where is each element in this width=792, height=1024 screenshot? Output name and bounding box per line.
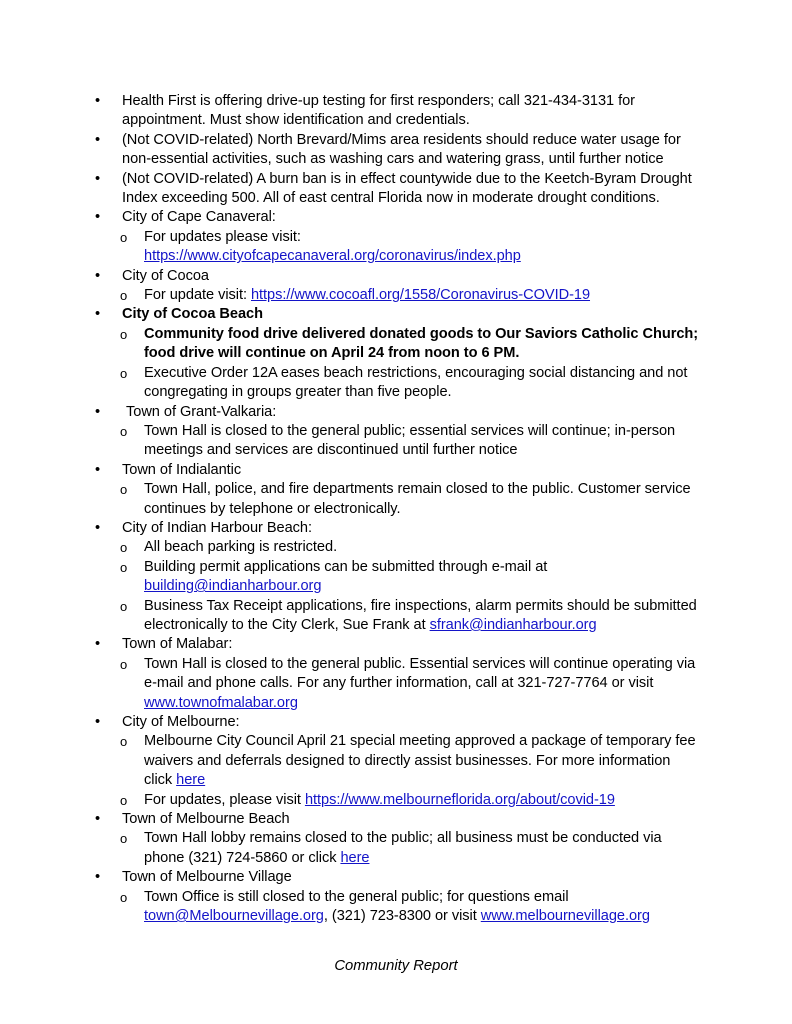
circle-bullet-icon: o [120,229,128,245]
list-item-cocoa [90,267,702,286]
circle-bullet-icon: o [120,831,128,847]
disc-bullet-icon: • [95,209,101,226]
bulleted-report-list [90,92,702,926]
sub-list-cocoa-beach [90,325,702,403]
text-run: Community food drive delivered donated goods to Our Saviors Catholic Church; food drive will continue on April 24 from noon to 6 PM. [144,325,699,362]
sub-list-item-text [144,558,702,597]
hyperlink[interactable]: building@indianharbour.org [144,578,322,595]
text-run: Town Hall, police, and fire departments remain closed to the public. Customer service continues by telephone or electronically. [144,481,691,517]
list-item-cape-canaveral [90,208,702,227]
text-run: For updates, please visit [144,791,305,808]
disc-bullet-icon: • [95,519,101,536]
list-item-health-first [90,92,702,131]
hyperlink[interactable]: here [176,772,206,789]
circle-bullet-icon: o [120,734,128,750]
sub-list-item-cocoa-update [90,286,702,305]
disc-bullet-icon: • [95,403,101,420]
circle-bullet-icon: o [120,889,128,905]
hyperlink[interactable]: https://www.melbourneflorida.org/about/covid-19 [304,791,615,808]
list-item-text: Town of Melbourne Village [122,869,292,886]
sub-list-item-text [144,597,702,636]
text-run: Business Tax Receipt applications, fire inspections, alarm permits should be submitted electronically to the City Clerk, Sue Frank at [144,597,697,633]
disc-bullet-icon: • [95,811,101,828]
list-item-text: Town of Indialantic [122,461,242,478]
text-run: For update visit: [144,287,251,304]
list-item-malabar [90,635,702,654]
sub-list-item-text [144,732,702,790]
sub-list-melbourne [90,732,702,810]
sub-list-grant-valkaria [90,422,702,461]
text-run: Melbourne City Council April 21 special meeting approved a package of temporary fee waivers and deferrals designed to directly assist businesses. For more information click [144,733,696,789]
sub-list-melbourne-beach [90,829,702,868]
hyperlink[interactable]: town@Melbournevillage.org [144,908,324,925]
list-item-text: City of Melbourne: [122,714,240,730]
sub-list-cape-canaveral [90,228,702,267]
list-item-melbourne-beach [90,810,702,829]
sub-list-item-cocoa-beach-food-drive [90,325,702,364]
sub-list-item-cape-canaveral-updates [90,228,702,267]
sub-list-item-text [144,480,702,519]
hyperlink[interactable]: https://www.cocoafl.org/1558/Coronavirus-COVID-19 [250,287,591,304]
sub-list-item-cocoa-beach-order-12a [90,364,702,403]
sub-list-item-ihb-beach-parking [90,538,702,557]
sub-list-item-text [144,888,702,927]
disc-bullet-icon: • [95,93,101,109]
circle-bullet-icon: o [120,288,128,304]
disc-bullet-icon: • [95,461,101,478]
sub-list-item-melbourne-council [90,732,702,790]
text-run: Town Hall lobby remains closed to the public; all business must be conducted via phone (321) 724-5860 or click [144,830,662,866]
sub-list-item-text [144,228,702,267]
sub-list-item-text [144,422,702,461]
circle-bullet-icon: o [120,540,128,556]
list-item-text: Town of Malabar: [122,636,233,653]
hyperlink[interactable]: here [340,849,370,866]
sub-list-item-melbourne-updates [90,791,702,810]
page-footer: Community Report [334,958,458,974]
sub-list-item-text [144,364,702,403]
list-item-text: Town of Melbourne Beach [122,811,290,828]
disc-bullet-icon: • [95,636,101,653]
sub-list-item-text [144,791,702,810]
text-run: Building permit applications can be submitted through e-mail at [144,558,548,575]
hyperlink[interactable]: sfrank@indianharbour.org [429,616,597,633]
disc-bullet-icon: • [95,869,101,886]
list-item-text: City of Cocoa Beach [122,306,263,323]
top-level-list [90,92,702,926]
disc-bullet-icon: • [95,131,101,148]
circle-bullet-icon: o [120,482,128,498]
text-run: Town Hall is closed to the general public; essential services will continue; in-person meetings and services are discontinued until further notice [144,422,676,459]
list-item-cocoa-beach [90,305,702,324]
circle-bullet-icon: o [120,559,128,575]
list-item-text: Town of Grant-Valkaria: [126,403,277,420]
list-item-indialantic [90,461,702,480]
list-item-grant-valkaria [90,403,702,422]
list-item-text: City of Cocoa [122,267,209,284]
sub-list-item-grant-valkaria-town-hall [90,422,702,461]
circle-bullet-icon: o [120,598,128,614]
list-item-text: (Not COVID-related) A burn ban is in effect countywide due to the Keetch-Byram Drought Index exceeding 500. All of east central Florida now in moderate drought conditions. [122,170,692,207]
circle-bullet-icon: o [120,423,128,439]
sub-list-indian-harbour-beach [90,538,702,635]
sub-list-item-malabar-town-hall [90,655,702,713]
hyperlink[interactable]: www.townofmalabar.org [144,694,298,711]
circle-bullet-icon: o [120,656,128,672]
hyperlink[interactable]: https://www.cityofcapecanaveral.org/coronavirus/index.php [144,248,521,265]
list-item-text: (Not COVID-related) North Brevard/Mims area residents should reduce water usage for non-essential activities, such as washing cars and watering grass, until further notice [122,131,681,168]
text-run: Executive Order 12A eases beach restrictions, encouraging social distancing and not congregating in groups greater than five people. [144,364,688,401]
text-run: All beach parking is restricted. [144,539,338,556]
disc-bullet-icon: • [95,306,101,323]
text-run: Town Hall is closed to the general public. Essential services will continue operating via e-mail and phone calls. For any further information, call at 321-727-7764 or visit [144,655,696,692]
sub-list-item-text [144,286,702,305]
sub-list-item-text [144,655,702,713]
disc-bullet-icon: • [95,267,101,284]
circle-bullet-icon: o [120,365,128,381]
text-run: Town Office is still closed to the general public; for questions email [144,888,569,905]
sub-list-item-ihb-building-permits [90,558,702,597]
sub-list-melbourne-village [90,888,702,927]
sub-list-item-text [144,325,702,364]
disc-bullet-icon: • [95,170,101,187]
list-item-text: City of Indian Harbour Beach: [122,519,312,536]
sub-list-item-melbourne-village-office [90,888,702,927]
sub-list-cocoa [90,286,702,305]
sub-list-item-indialantic-town-hall [90,480,702,519]
list-item-melbourne-village [90,868,702,887]
circle-bullet-icon: o [120,326,128,342]
list-item-text: Health First is offering drive-up testing for first responders; call 321-434-3131 for appointment. Must show identification and credentials. [122,93,635,129]
sub-list-indialantic [90,480,702,519]
list-item-burn-ban [90,170,702,209]
sub-list-item-text [144,829,702,868]
text-run: For updates please visit: [144,228,301,245]
sub-list-item-ihb-business-tax [90,597,702,636]
list-item-north-brevard-water [90,131,702,170]
circle-bullet-icon: o [120,792,128,808]
sub-list-item-text [144,538,702,557]
list-item-melbourne [90,713,702,732]
text-run: , (321) 723-8300 or visit [323,908,481,925]
sub-list-malabar [90,655,702,713]
list-item-text: City of Cape Canaveral: [122,209,276,226]
list-item-indian-harbour-beach [90,519,702,538]
sub-list-item-melbourne-beach-lobby [90,829,702,868]
hyperlink[interactable]: www.melbournevillage.org [480,908,650,925]
disc-bullet-icon: • [95,714,101,730]
